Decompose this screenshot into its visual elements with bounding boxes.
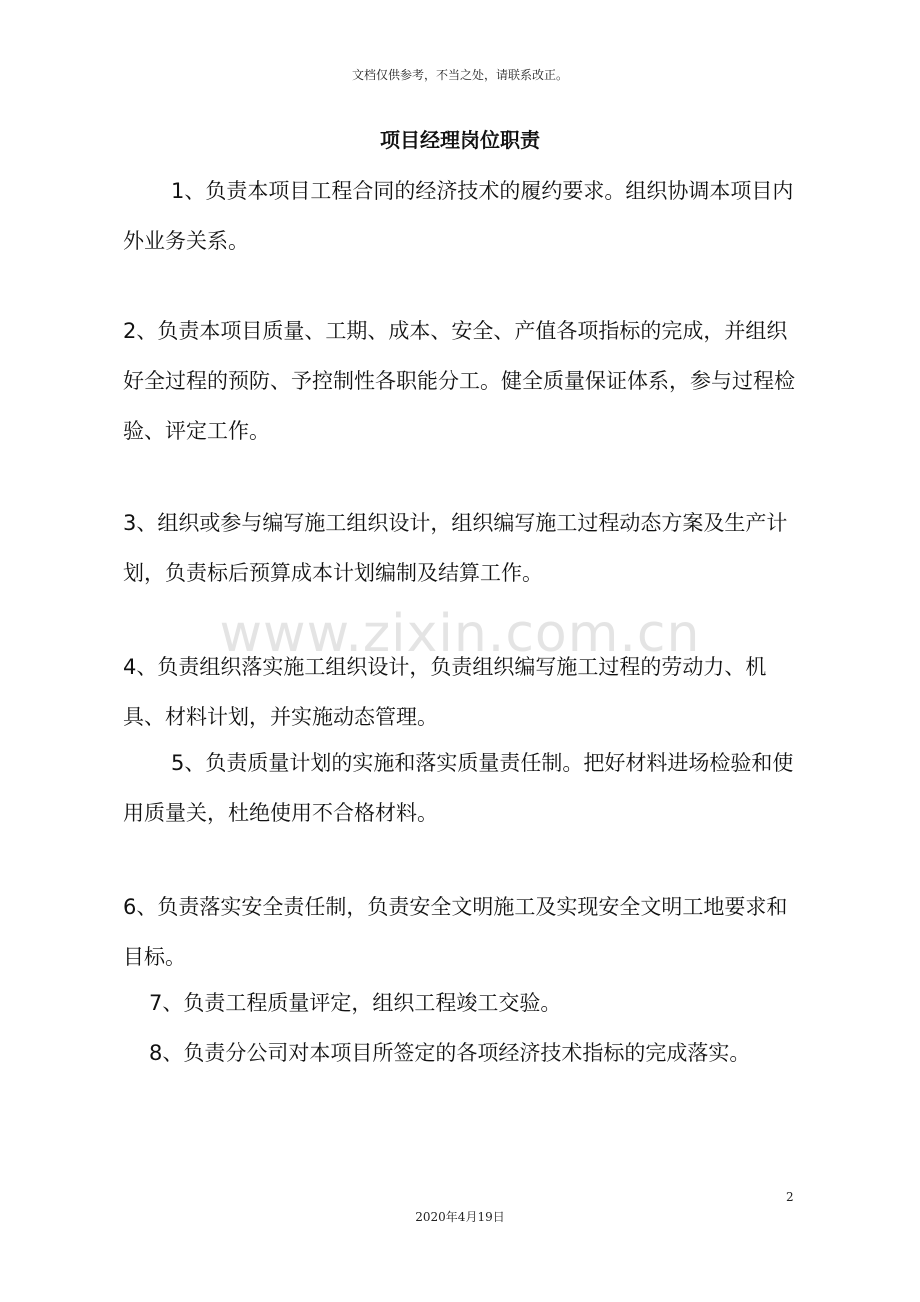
duty-item-6: 6、负责落实安全责任制，负责安全文明施工及实现安全文明工地要求和目标。 (123, 895, 788, 969)
duty-item-1: 1、负责本项目工程合同的经济技术的履约要求。组织协调本项目内外业务关系。 (123, 179, 794, 253)
duty-item-8: 8、负责分公司对本项目所签定的各项经济技术指标的完成落实。 (149, 1041, 751, 1065)
duty-item-7: 7、负责工程质量评定，组织工程竣工交验。 (149, 991, 562, 1015)
document-title: 项目经理岗位职责 (380, 128, 540, 152)
duty-item-2: 2、负责本项目质量、工期、成本、安全、产值各项指标的完成，并组织好全过程的预防、予控制性各职能分工。健全质量保证体系，参与过程检验、评定工作。 (123, 319, 795, 443)
duty-item-5: 5、负责质量计划的实施和落实质量责任制。把好材料进场检验和使用质量关，杜绝使用不合格材料。 (123, 751, 794, 825)
footer-date: 2020年4月19日 (415, 1210, 505, 1224)
header-note: 文档仅供参考，不当之处，请联系改正。 (351, 68, 568, 82)
watermark: www.zixin.com.cn (219, 604, 701, 664)
duty-item-4: 4、负责组织落实施工组织设计，负责组织编写施工过程的劳动力、机具、材料计划，并实施动态管理。 (123, 655, 767, 729)
duty-item-3: 3、组织或参与编写施工组织设计，组织编写施工过程动态方案及生产计划，负责标后预算成本计划编制及结算工作。 (123, 511, 788, 585)
page-number: 2 (786, 1190, 794, 1204)
